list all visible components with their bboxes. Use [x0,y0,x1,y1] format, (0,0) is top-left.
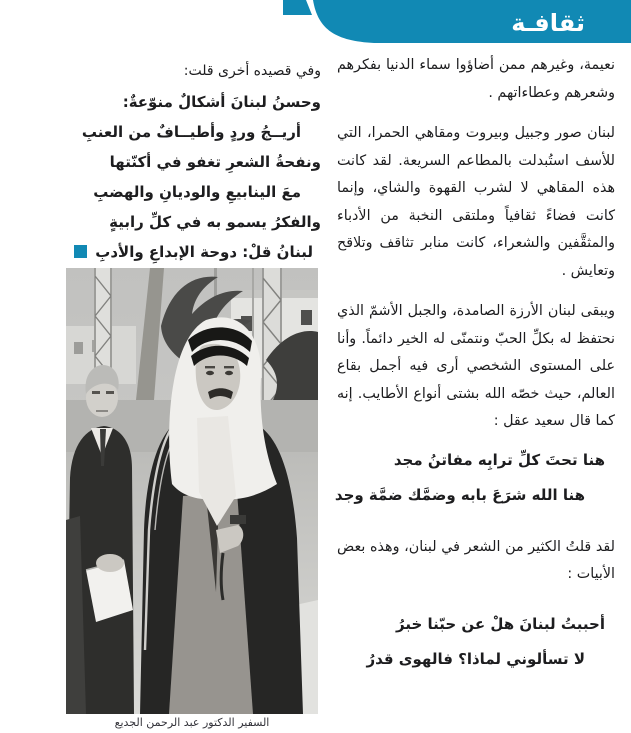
ambassador-photo [66,268,318,714]
paragraph-1: نعيمة، وغيرهم ممن أضاؤوا سماء الدنيا بفكرهم وشعرهم وعطاءاتهم . [337,57,615,101]
poem-line-6-text: لبنانُ قلْ: دوحة الإبداعِ والأدبِ [95,243,313,261]
photo-caption: السفير الدكتور عبد الرحمن الجديع [114,716,270,729]
paragraph-3: ويبقى لبنان الأرزة الصامدة، والجبل الأشمّ الذي نحتفظ له بكلِّ الحبّ ونتمنّى له الخير دائماً. وأنا على المستوى الشخصي أرى فيه أجمل بقاع العالم، حيث خصّه الله بشتى أنواع الأطايب. إنه كما قال سعيد عقل : [337,303,615,429]
article-right-column [334,52,615,683]
wristwatch [230,515,246,524]
poem-line-4: معَ الينابيعِ والوديانِ والهضبِ [93,183,301,201]
paragraph-4: لقد قلتُ الكثير من الشعر في لبنان، وهذه بعض الأبيات : [337,538,615,582]
poem-line-3: ونفحةُ الشعرِ تغفو في أكنّتها [109,153,321,171]
verse-line-b: هنا الله شرَعَ بابه وضمَّك ضمَّة وجد [334,485,585,504]
poem-line-1: وحسنُ لبنانَ أشكالٌ منوّعةٌ: [122,93,321,111]
verse-line-d: لا تسألوني لماذا؟ فالهوى قدرُ [366,649,585,668]
verse-line-c: أحببتُ لبنانَ هلْ عن حبّنا خبرُ [396,614,605,633]
poem-line-5: والفكرُ يسمو به في كلِّ رابيةٍ [109,213,321,231]
poem-line-2: أريــجُ وردٍ وأطيــافٌ من العنبِ [81,123,301,141]
paragraph-2: لبنان صور وجبيل وبيروت ومقاهي الحمرا، التي للأسف استُبدلت بالمطاعم السريعة. لقد كانت هذه المقاهي لا لشرب القهوة والشاي، وإنما كانت فضاءً ثقافياً وملتقى النخبة من الأدباء والمثقَّفين والشعراء، كانت منابر تثاقف وتلاقح وتعايش . [337,125,615,279]
section-header [0,0,631,48]
poem-column [30,56,321,267]
poem-intro: وفي قصيده أخرى قلت: [183,63,321,79]
verse-line-a: هنا تحتَ كلِّ ترابِه مفاتنُ مجد [393,450,605,469]
header-notch-shape [283,0,312,15]
section-title: ثقافـة [511,9,585,37]
poem-line-6 [30,237,321,267]
end-of-article-marker [74,245,87,258]
photo-illustration [66,268,318,714]
right-hand [96,554,124,572]
